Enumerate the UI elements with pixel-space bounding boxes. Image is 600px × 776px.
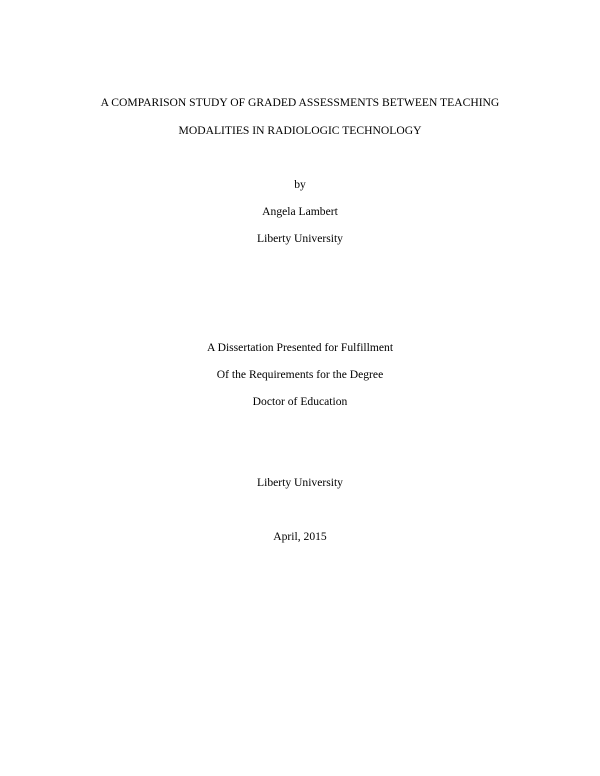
degree-name: Doctor of Education xyxy=(252,395,348,408)
by-label: by xyxy=(294,178,306,191)
author-affiliation: Liberty University xyxy=(257,232,343,245)
dissertation-line-2: Of the Requirements for the Degree xyxy=(216,368,384,381)
title-line-2: MODALITIES IN RADIOLOGIC TECHNOLOGY xyxy=(178,124,422,137)
author-name: Angela Lambert xyxy=(262,205,338,218)
institution-name: Liberty University xyxy=(257,476,343,489)
dissertation-line-1: A Dissertation Presented for Fulfillment xyxy=(206,341,394,354)
title-line-1: A COMPARISON STUDY OF GRADED ASSESSMENTS BETWEEN TEACHING xyxy=(100,96,500,109)
submission-date: April, 2015 xyxy=(273,530,327,543)
